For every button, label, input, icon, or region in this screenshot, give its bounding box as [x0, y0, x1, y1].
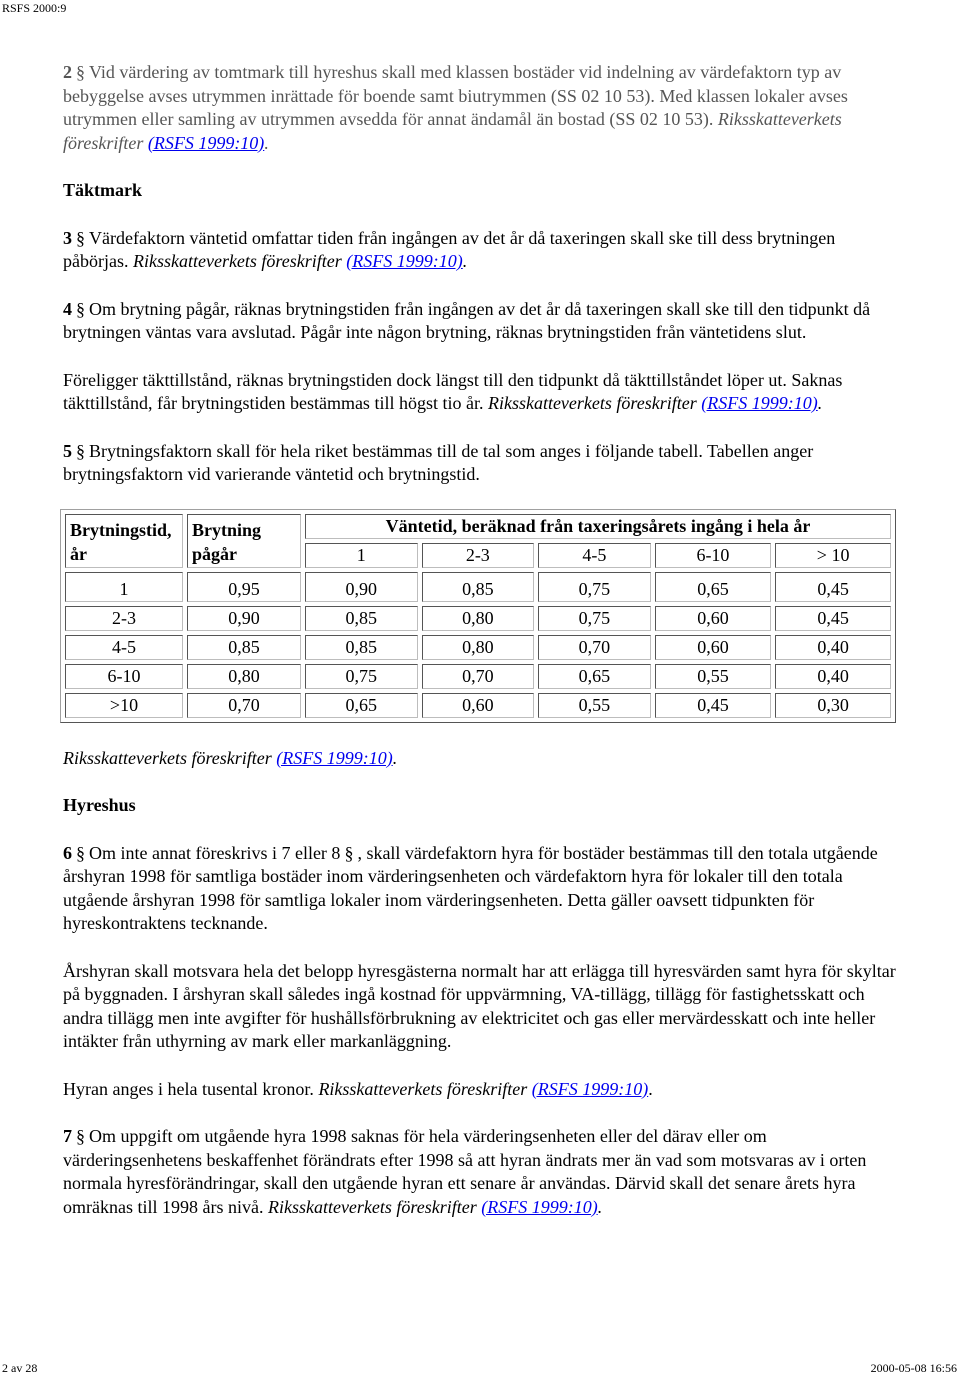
- page-footer-pagenum: 2 av 28: [2, 1361, 38, 1375]
- table-header-vantetid: Väntetid, beräknad från taxeringsårets ingång i hela år: [305, 514, 891, 539]
- table-cell: 1: [65, 572, 183, 602]
- table-cell: 0,70: [422, 664, 535, 689]
- reference-link[interactable]: (RSFS 1999:10): [147, 132, 265, 153]
- brytningsfaktor-table: [60, 509, 896, 723]
- table-row: [65, 572, 891, 602]
- paragraph-text-continued: , skall värdefaktorn hyra för bostäder bestämmas till den totala utgående årshyran 1998 för samtliga bostäder inom värderingsenheten och värdefaktorn hyra för lokaler till den totala utgående årshyran 1998 för samtliga lokaler inom värderingsenheten. Detta gäller oavsett tidpunkten för hyreskontraktens tecknande.: [63, 842, 878, 933]
- table-cell: 0,75: [538, 606, 651, 631]
- table-header-brytningstid: Brytningstid, år: [65, 514, 183, 568]
- table-cell: 0,95: [187, 572, 301, 602]
- paragraph-2: 2 § Vid värdering av tomtmark till hyreshus skall med klassen bostäder vid indelning av värdefaktorn typ av bebyggelse avses utrymmen inrättade för boende samt biutrymmen (SS 02 10 53). Med klassen lokaler avses utrymmen eller samling av utrymmen avsedda för annat ändamål än bostad (SS 02 10 53). Riksskatteverkets föreskrifter (RSFS 1999:10).: [63, 62, 848, 153]
- reference-link[interactable]: (RSFS 1999:10): [481, 1196, 598, 1217]
- paragraph-text: Brytningsfaktorn skall för hela riket bestämmas till de tal som anges i följande tabell. Tabellen anger brytningsfaktorn vid varierande väntetid och brytningstid.: [63, 440, 814, 484]
- paragraph-3: 3 § Värdefaktorn väntetid omfattar tiden från ingången av det år då taxeringen skall ske till dess brytningen påbörjas. Riksskatteverkets föreskrifter (RSFS 1999:10).: [63, 227, 836, 271]
- table-cell: 0,40: [775, 635, 891, 660]
- table-cell: 0,65: [305, 693, 418, 718]
- table-subheader-cell: 2-3: [422, 543, 535, 568]
- reference-text: Riksskatteverkets föreskrifter: [487, 393, 697, 413]
- paragraph-5: [63, 440, 903, 487]
- table-subheader-cell: 1: [305, 543, 418, 568]
- paragraph-4-continued: Föreligger täkttillstånd, räknas brytningstiden dock längst till den tidpunkt då täkttillståndet löper ut. Saknas täkttillstånd, får brytningstiden bestämmas till högst tio år. Riksskatteverkets föreskrifter (RSFS 1999:10).: [63, 369, 843, 413]
- paragraph-4: [63, 298, 903, 345]
- table-cell: 0,40: [775, 664, 891, 689]
- paragraph-text: Om uppgift om utgående hyra 1998 saknas för hela värderingsenheten eller del därav eller om värderingsenhetens beskaffenhet förändrats efter 1998 så att hyran ändrats mer än vad som motsvaras av i orten normala hyresförändringar, skall den utgående hyran ett senare år användas. Därvid skall det senare årets hyra omräknas till 1998 års nivå.: [63, 1126, 867, 1217]
- table-cell: 0,80: [422, 606, 535, 631]
- table-row: [65, 635, 891, 660]
- section-sign: §: [344, 842, 354, 863]
- paragraph-number: 5: [63, 440, 72, 461]
- paragraph-6-hyran: Hyran anges i hela tusental kronor. Riksskatteverkets föreskrifter (RSFS 1999:10).: [63, 1078, 653, 1099]
- paragraph-text: Om brytning pågår, räknas brytningstiden från ingången av det år då taxeringen skall ske till den tidpunkt då brytningen väntas vara avslutad. Pågår inte någon brytning, räknas brytningstiden från väntetidens slut.: [63, 298, 871, 342]
- table-cell: 2-3: [65, 606, 183, 631]
- reference-link[interactable]: (RSFS 1999:10): [701, 393, 818, 413]
- table-subheader-cell: > 10: [775, 543, 891, 568]
- table-cell: 0,85: [305, 606, 418, 631]
- table-cell: 0,75: [305, 664, 418, 689]
- table-cell: 0,80: [187, 664, 301, 689]
- table-header-row: [65, 514, 891, 539]
- table-cell: 4-5: [65, 635, 183, 660]
- paragraph-text: Vid värdering av tomtmark till hyreshus skall med klassen bostäder vid indelning av värdefaktorn typ av bebyggelse avses utrymmen inrättade för boende samt biutrymmen (SS 02 10 53). Med klassen lokaler avses utrymmen eller samling av utrymmen avsedda för annat ändamål än bostad (SS 02 10 53).: [63, 62, 848, 129]
- table-row: [65, 693, 891, 718]
- table-cell: 0,45: [655, 693, 772, 718]
- table-row: [65, 664, 891, 689]
- reference-text: Riksskatteverkets föreskrifter: [132, 251, 342, 271]
- paragraph-number: 3: [63, 227, 72, 248]
- paragraph-6: [63, 842, 903, 936]
- section-sign: §: [76, 227, 85, 248]
- table-header-brytning-pagar: Brytning pågår: [187, 514, 301, 568]
- reference-text: Riksskatteverkets föreskrifter: [267, 1196, 477, 1217]
- table-cell: 0,55: [655, 664, 772, 689]
- reference-link[interactable]: (RSFS 1999:10): [276, 747, 393, 768]
- paragraph-text: Hyran anges i hela tusental kronor.: [63, 1078, 314, 1099]
- table-cell: 0,80: [422, 635, 535, 660]
- paragraph-number: 2: [63, 62, 72, 82]
- reference-link[interactable]: (RSFS 1999:10): [531, 1078, 649, 1099]
- paragraph-number: 6: [63, 842, 72, 863]
- document-body: [63, 61, 903, 1243]
- table-row: [65, 606, 891, 631]
- table-cell: 0,45: [775, 572, 891, 602]
- section-sign: §: [76, 298, 85, 319]
- table-cell: 0,30: [775, 693, 891, 718]
- section-sign: §: [76, 62, 85, 82]
- table-cell: 0,70: [187, 693, 301, 718]
- page-header-title: RSFS 2000:9: [2, 1, 67, 15]
- table-cell: 0,60: [655, 635, 772, 660]
- table-cell: 6-10: [65, 664, 183, 689]
- reference-link[interactable]: (RSFS 1999:10): [346, 251, 463, 271]
- table-cell: 0,85: [422, 572, 535, 602]
- paragraph-text: Årshyran skall motsvara hela det belopp hyresgästerna normalt har att erlägga till hyresvärden samt hyra för skyltar på byggnaden. I årshyran skall således ingå kostnad för uppvärmning, VA-tillägg, tillägg för fastighetsskatt och andra tillägg men inte avgifter för hushållsförbrukning av elektricitet och gas eller mervärdesskatt och inte heller intäkter från uthyrning av mark eller markanläggning.: [63, 960, 896, 1051]
- heading-taktmark: Täktmark: [63, 180, 143, 200]
- table-cell: 0,65: [538, 664, 651, 689]
- table-cell: 0,70: [538, 635, 651, 660]
- table-cell: 0,90: [305, 572, 418, 602]
- paragraph-text: Värdefaktorn väntetid omfattar tiden från ingången av det år då taxeringen skall ske till dess brytningen påbörjas.: [63, 227, 836, 271]
- table-cell: >10: [65, 693, 183, 718]
- paragraph-text: Om inte annat föreskrivs i 7 eller 8: [89, 842, 341, 863]
- section-sign: §: [76, 440, 85, 461]
- table-subheader-cell: 4-5: [538, 543, 651, 568]
- table-reference: Riksskatteverkets föreskrifter (RSFS 1999:10).: [63, 747, 398, 768]
- section-sign: §: [76, 842, 85, 863]
- table-cell: 0,60: [655, 606, 772, 631]
- page-footer-timestamp: 2000-05-08 16:56: [870, 1361, 957, 1375]
- table-cell: 0,90: [187, 606, 301, 631]
- table-cell: 0,60: [422, 693, 535, 718]
- paragraph-number: 7: [63, 1126, 72, 1146]
- table-cell: 0,45: [775, 606, 891, 631]
- section-sign: §: [76, 1126, 85, 1146]
- reference-text: Riksskatteverkets föreskrifter: [318, 1078, 528, 1099]
- reference-text: Riksskatteverkets föreskrifter: [63, 747, 272, 768]
- paragraph-text: Föreligger täkttillstånd, räknas brytningstiden dock längst till den tidpunkt då täkttillståndet löper ut. Saknas täkttillstånd, får brytningstiden bestämmas till högst tio år.: [63, 369, 843, 413]
- table-cell: 0,85: [187, 635, 301, 660]
- table-cell: 0,85: [305, 635, 418, 660]
- heading-hyreshus: Hyreshus: [63, 795, 136, 815]
- paragraph-6-arshyra: [63, 960, 903, 1054]
- table-subheader-cell: 6-10: [655, 543, 772, 568]
- table-cell: 0,55: [538, 693, 651, 718]
- table-cell: 0,65: [655, 572, 772, 602]
- paragraph-number: 4: [63, 298, 72, 319]
- paragraph-7: 7 § Om uppgift om utgående hyra 1998 saknas för hela värderingsenheten eller del därav eller om värderingsenhetens beskaffenhet förändrats efter 1998 så att hyran ändrats mer än vad som motsvaras av i orten normala hyresförändringar, skall den utgående hyran ett senare år användas. Därvid skall det senare årets hyra omräknas till 1998 års nivå. Riksskatteverkets föreskrifter (RSFS 1999:10).: [63, 1126, 867, 1217]
- table-cell: 0,75: [538, 572, 651, 602]
- reference-text: Riksskatteverkets föreskrifter: [63, 109, 842, 153]
